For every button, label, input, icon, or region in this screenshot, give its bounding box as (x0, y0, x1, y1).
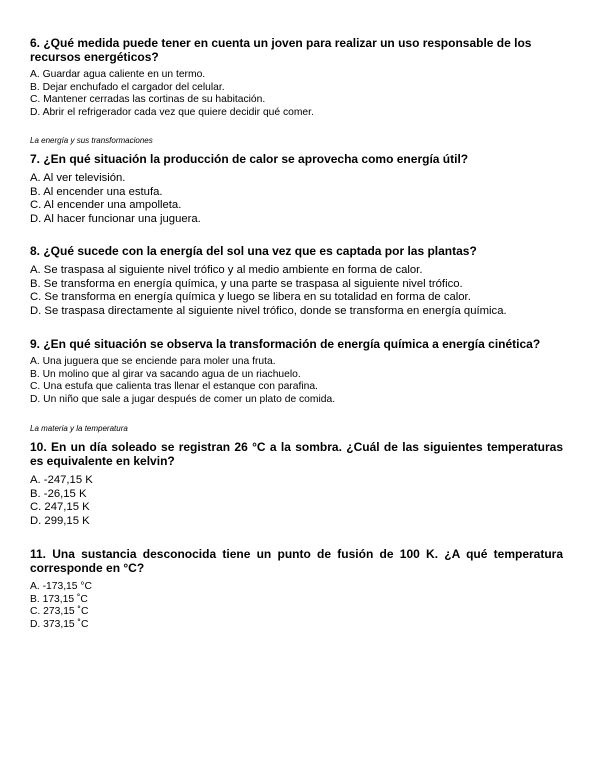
question-title: 11. Una sustancia desconocida tiene un punto de fusión de 100 K. ¿A qué temperatura corresponde en °C? (30, 547, 563, 575)
question-10 (30, 440, 563, 528)
option-b: B. Se transforma en energía química, y una parte se traspasa al siguiente nivel trófico. (30, 277, 463, 290)
option-a: A. Se traspasa al siguiente nivel trófico y al medio ambiente en forma de calor. (30, 264, 423, 276)
option-a: A. Guardar agua caliente en un termo. (30, 69, 206, 80)
options-list (30, 172, 563, 226)
options-list (30, 581, 563, 631)
option-a: A. -247,15 K (30, 474, 93, 486)
option-b: B. Un molino que al girar va sacando agua de un riachuelo. (30, 368, 301, 380)
question-title: 8. ¿Qué sucede con la energía del sol una vez que es captada por las plantas? (30, 244, 477, 258)
option-c: C. 247,15 K (30, 501, 90, 514)
question-8 (30, 244, 563, 318)
question-title: 6. ¿Qué medida puede tener en cuenta un joven para realizar un uso responsable de los recursos energéticos? (30, 36, 532, 64)
option-d: D. Abrir el refrigerador cada vez que quiere decidir qué comer. (30, 106, 314, 118)
section-label-energy: La energía y sus transformaciones (30, 136, 153, 145)
question-9 (30, 337, 563, 406)
option-c: C. Se transforma en energía química y luego se libera en su totalidad en forma de calor. (30, 291, 471, 304)
question-7 (30, 152, 563, 226)
option-a: A. Una juguera que se enciende para moler una fruta. (30, 356, 276, 367)
option-b: B. -26,15 K (30, 487, 87, 500)
question-title: 9. ¿En qué situación se observa la transformación de energía química a energía cinética? (30, 337, 541, 351)
option-c: C. Una estufa que calienta tras llenar el estanque con parafina. (30, 381, 318, 392)
option-a: A. -173,15 °C (30, 581, 92, 592)
option-c: C. 273,15 ˚C (30, 606, 89, 617)
option-b: B. Al encender una estufa. (30, 185, 163, 198)
options-list (30, 474, 563, 528)
option-b: B. Dejar enchufado el cargador del celular. (30, 81, 225, 93)
option-d: D. Se traspasa directamente al siguiente nivel trófico, donde se transforma en energía química. (30, 304, 507, 317)
option-d: D. 373,15 ˚C (30, 618, 89, 630)
options-list (30, 69, 563, 119)
question-11 (30, 547, 563, 631)
question-title: 10. En un día soleado se registran 26 °C a la sombra. ¿Cuál de las siguientes temperaturas es equivalente en kelvin? (30, 440, 563, 468)
section-label-matter: La materia y la temperatura (30, 424, 128, 433)
question-6 (30, 36, 563, 119)
question-title: 7. ¿En qué situación la producción de calor se aprovecha como energía útil? (30, 152, 469, 166)
option-c: C. Mantener cerradas las cortinas de su habitación. (30, 94, 266, 105)
option-a: A. Al ver televisión. (30, 172, 126, 184)
options-list (30, 264, 563, 318)
option-d: D. Al hacer funcionar una juguera. (30, 212, 201, 225)
options-list (30, 356, 563, 406)
option-c: C. Al encender una ampolleta. (30, 199, 182, 212)
option-d: D. Un niño que sale a jugar después de comer un plato de comida. (30, 393, 336, 405)
option-b: B. 173,15 ˚C (30, 593, 88, 605)
option-d: D. 299,15 K (30, 514, 90, 527)
